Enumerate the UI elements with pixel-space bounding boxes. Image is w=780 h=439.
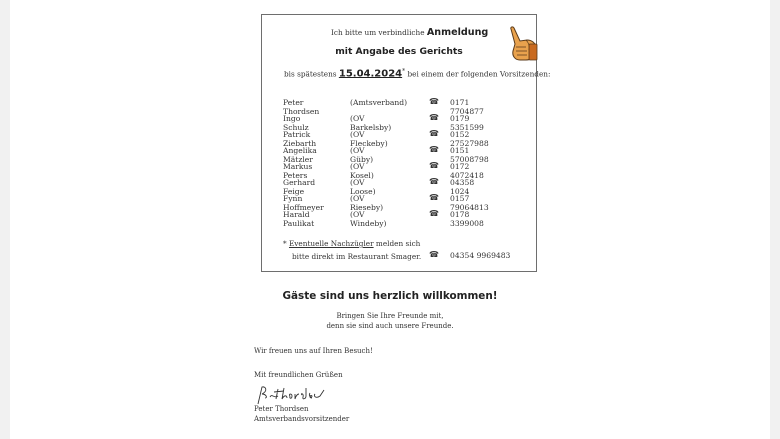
greeting-text: Mit freundlichen Grüßen	[254, 371, 343, 379]
phone-icon: ☎	[429, 161, 439, 170]
visit-text: Wir freuen uns auf Ihren Besuch!	[254, 347, 373, 355]
deadline-asterisk: *	[402, 68, 406, 75]
deadline-date: 15.04.2024	[338, 68, 403, 80]
registration-line1: Ich bitte um verbindliche Anmeldung	[331, 27, 489, 38]
friends-line1: Bringen Sie Ihre Freunde mit,	[336, 312, 444, 320]
signer-title: Amtsverbandsvorsitzender	[254, 415, 350, 423]
phone-icon: ☎	[429, 250, 439, 259]
phone-icon: ☎	[429, 209, 439, 218]
document-page	[10, 0, 770, 439]
phone-icon: ☎	[429, 129, 439, 138]
deadline-line: bis spätestens 15.04.2024* bei einem der folgenden Vorsitzenden:	[284, 68, 551, 80]
welcome-heading: Gäste sind uns herzlich willkommen!	[282, 290, 498, 302]
late-note-line2: bitte direkt im Restaurant Smager.	[292, 252, 422, 261]
signer-name: Peter Thordsen	[254, 405, 309, 413]
registration-box: Ich bitte um verbindliche Anmeldung mit Angabe des Gerichts bis spätestens 15.04.2024* bei einem der folgenden Vorsitzenden: Peter Thordsen (Amtsverband) ☎ 0171 7704877 Ingo Schulz (OV Barkelsby) ☎ 0179 5351599 Patrick Ziebarth (OV Fleckeby) ☎ 0152 27527988 Angelika Mätzler (OV Güby) ☎ 0151 57008798 Markus Peters (OV Kosel) ☎ 0172 4072418 Gerhard Feige (OV Loose) ☎ 04358 1024 Fynn Hoffmeyer (OV Rieseby) ☎ 0157 79064813 Harald Paulikat (OV Windeby) ☎ 0178 3399008 * Eventuelle Nachzügler melden sich bitte direkt im Restaurant Smager. ☎ 04354 9969483	[261, 14, 537, 272]
phone-icon: ☎	[429, 193, 439, 202]
friends-line2: denn sie sind auch unsere Freunde.	[326, 322, 454, 330]
phone-icon: ☎	[429, 145, 439, 154]
restaurant-phone: 04354 9969483	[450, 251, 511, 260]
phone-icon: ☎	[429, 177, 439, 186]
registration-keyword: Anmeldung	[426, 27, 489, 38]
registration-line2: mit Angabe des Gerichts	[335, 46, 463, 57]
pointing-hand-icon	[506, 26, 538, 63]
phone-icon: ☎	[429, 97, 439, 106]
phone-icon: ☎	[429, 113, 439, 122]
late-note-line1: * Eventuelle Nachzügler melden sich	[283, 239, 421, 248]
